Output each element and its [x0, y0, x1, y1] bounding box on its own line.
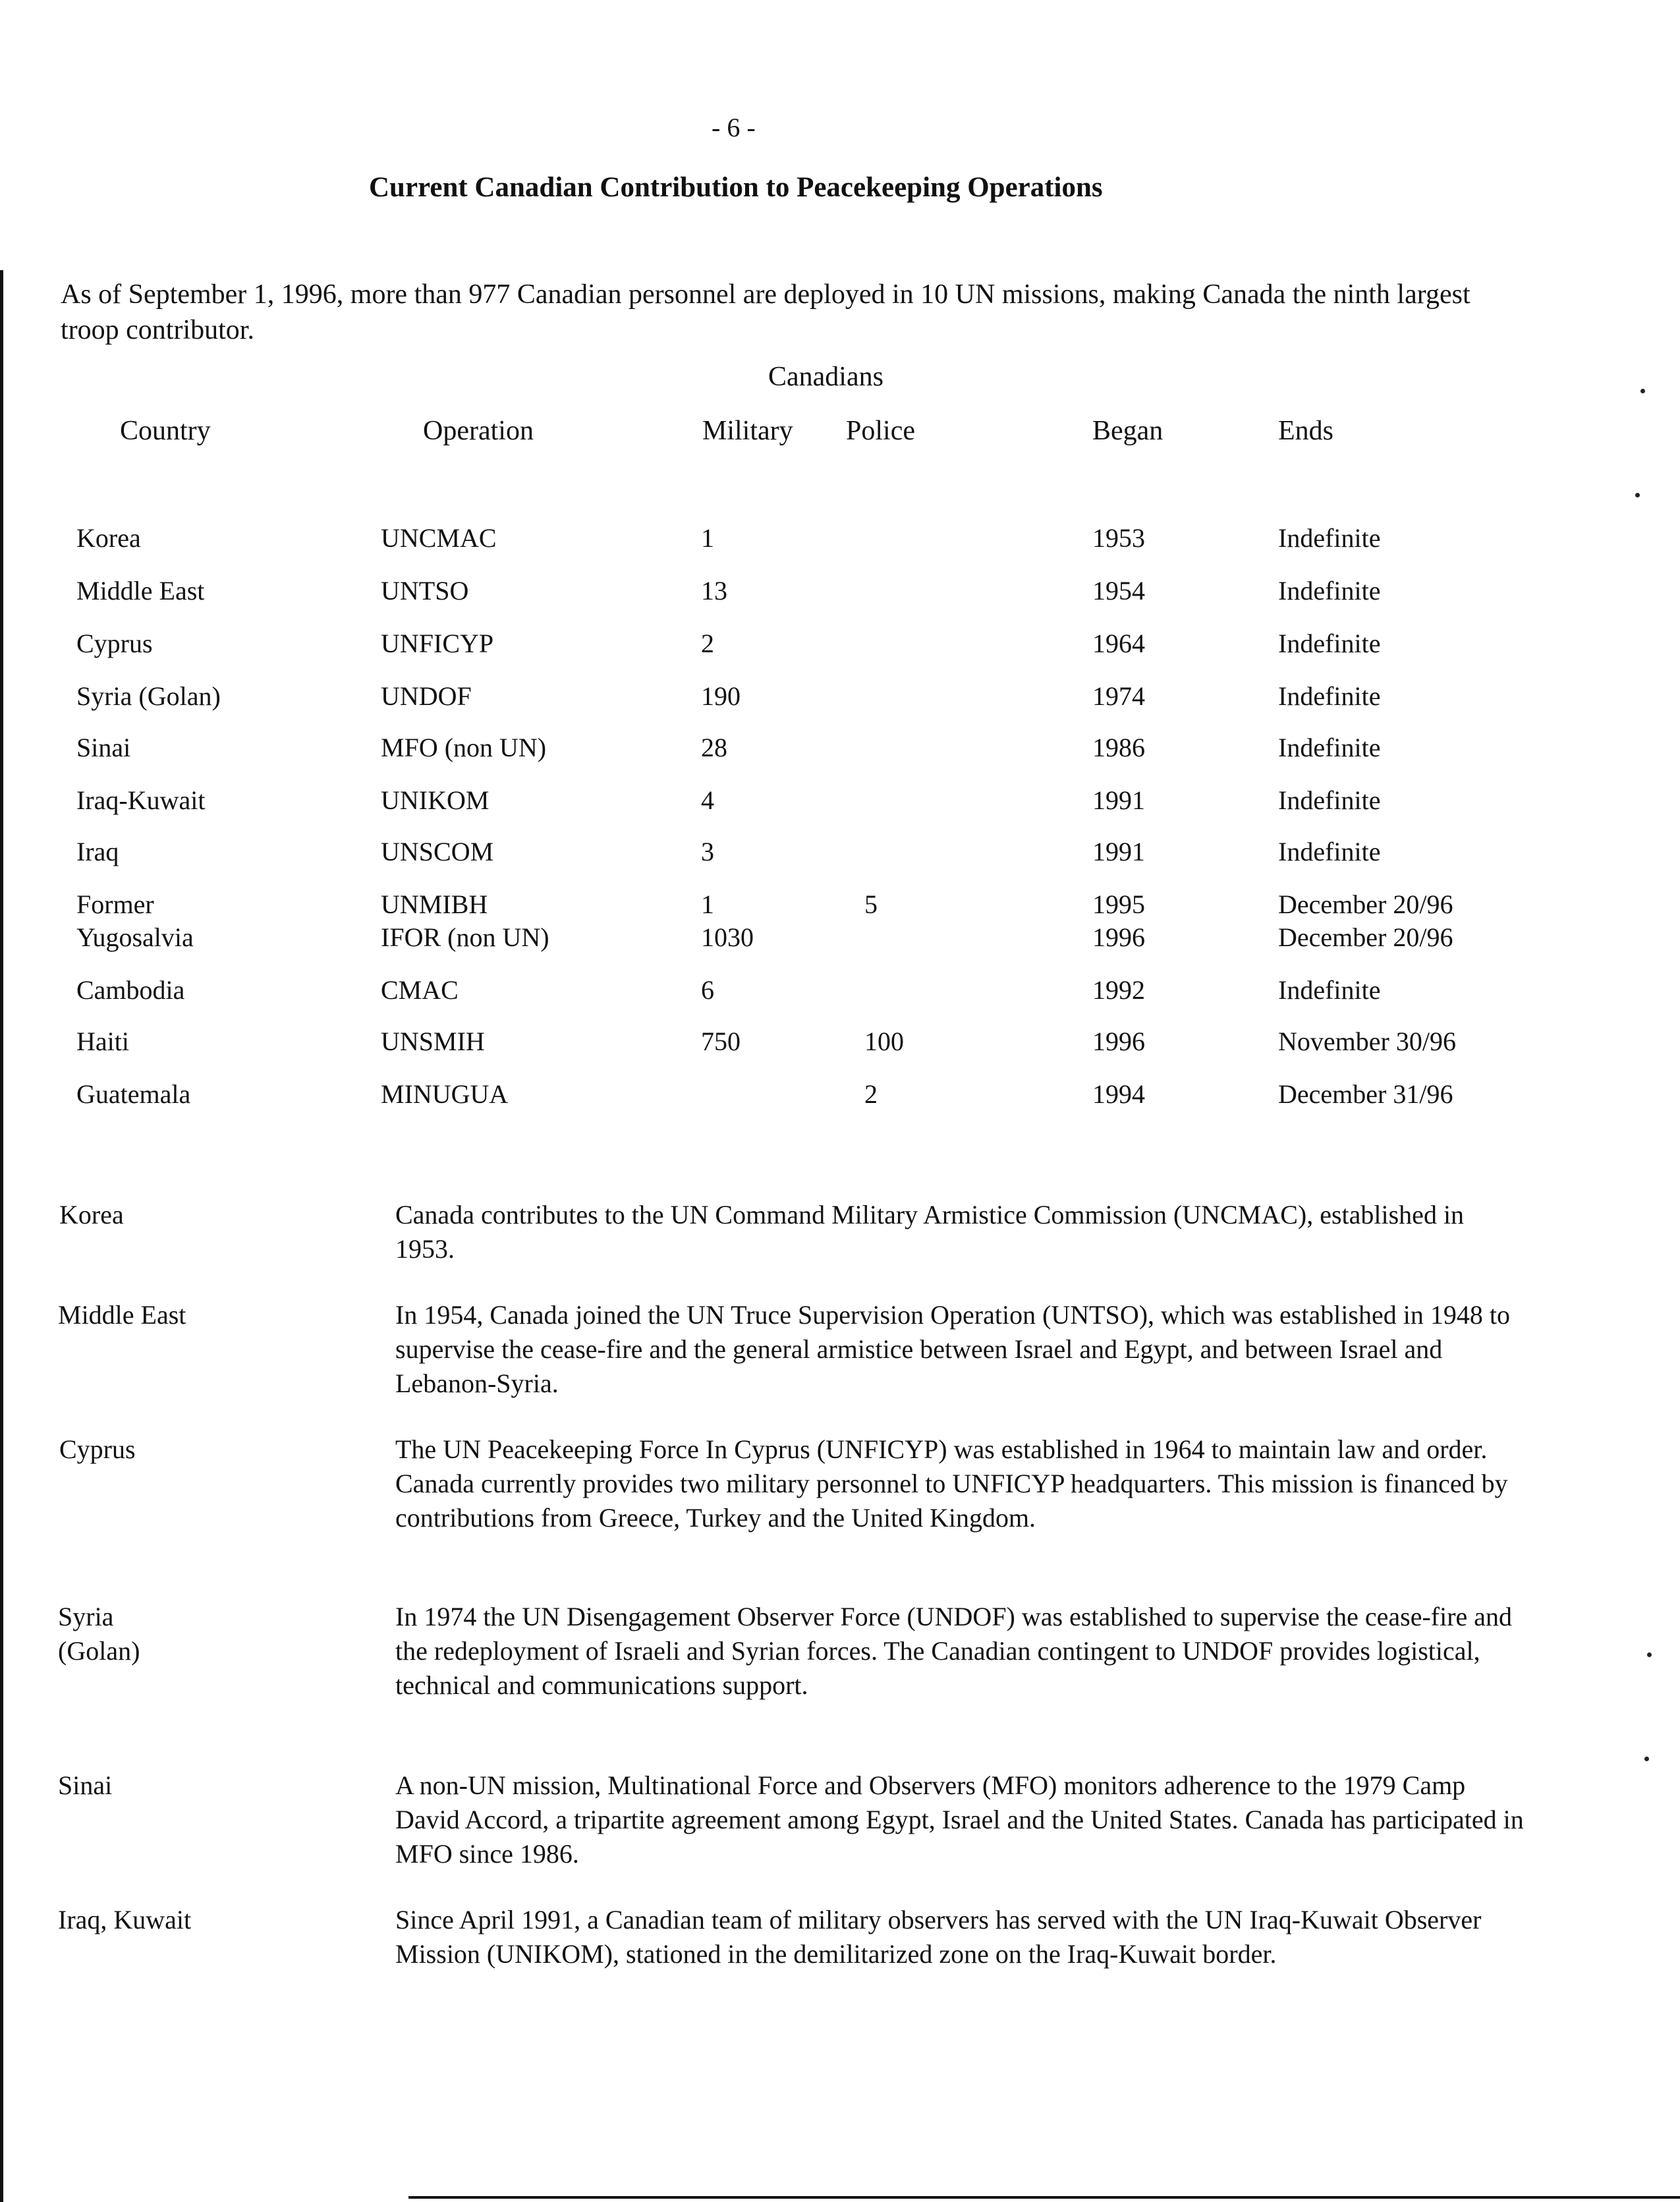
cell-operation: UNDOF [381, 681, 472, 711]
cell-military: 1 [701, 889, 714, 919]
scan-speck [1635, 493, 1640, 497]
cell-country: Yugosalvia [76, 922, 194, 952]
cell-operation: UNFICYP [381, 629, 494, 658]
cell-military: 6 [701, 975, 714, 1005]
cell-began: 1986 [1092, 733, 1145, 762]
description-text: Canada contributes to the UN Command Military Armistice Commission (UNCMAC), established in 1953. [395, 1200, 1465, 1264]
cell-began: 1996 [1092, 922, 1145, 952]
column-header-ends: Ends [1278, 416, 1333, 446]
cell-began: 1996 [1092, 1027, 1145, 1056]
cell-ends: November 30/96 [1278, 1027, 1456, 1056]
cell-military: 4 [701, 785, 714, 815]
cell-ends: Indefinite [1278, 681, 1381, 711]
cell-operation: UNSMIH [381, 1027, 485, 1056]
cell-operation: UNCMAC [381, 523, 497, 553]
scan-speck [1640, 389, 1645, 393]
cell-began: 1992 [1092, 975, 1145, 1005]
description-country: Korea [59, 1200, 124, 1229]
cell-operation: UNSCOM [381, 837, 494, 866]
cell-military: 3 [701, 837, 714, 866]
cell-ends: Indefinite [1278, 975, 1381, 1005]
column-header-began: Began [1092, 416, 1163, 446]
cell-operation: UNMIBH [381, 889, 488, 919]
cell-operation: UNIKOM [381, 785, 490, 815]
cell-military: 28 [701, 733, 727, 762]
cell-country: Haiti [76, 1027, 129, 1056]
cell-began: 1964 [1092, 629, 1145, 658]
cell-operation: IFOR (non UN) [381, 922, 549, 952]
bottom-rule [408, 2196, 1680, 2199]
cell-country: Korea [76, 523, 141, 553]
column-header-country: Country [120, 416, 211, 446]
cell-military: 1 [701, 523, 714, 553]
cell-military: 2 [701, 629, 714, 658]
scan-speck [1644, 1757, 1649, 1761]
cell-ends: Indefinite [1278, 523, 1381, 553]
column-header-military: Military [702, 416, 793, 446]
cell-country: Syria (Golan) [76, 681, 221, 711]
scan-speck [1647, 1652, 1652, 1657]
cell-country: Iraq [76, 837, 119, 866]
cell-military: 13 [701, 576, 727, 606]
page-number: - 6 - [712, 113, 756, 142]
description-text: Since April 1991, a Canadian team of military observers has served with the UN Iraq-Kuwait Observer Mission (UNIKOM), stationed in the demilitarized zone on the Iraq-Kuwait border. [395, 1905, 1482, 1969]
cell-operation: CMAC [381, 975, 459, 1005]
cell-country: Sinai [76, 733, 131, 762]
cell-began: 1995 [1092, 889, 1145, 919]
cell-military: 190 [701, 681, 741, 711]
cell-ends: December 20/96 [1278, 889, 1453, 919]
cell-country: Guatemala [76, 1079, 191, 1109]
cell-country: Cyprus [76, 629, 153, 658]
cell-military: 1030 [701, 922, 754, 952]
intro-paragraph: As of September 1, 1996, more than 977 Canadian personnel are deployed in 10 UN missions, making Canada the ninth largest troop contributor. [61, 279, 1470, 345]
cell-began: 1974 [1092, 681, 1145, 711]
cell-ends: Indefinite [1278, 837, 1381, 866]
cell-police: 5 [864, 889, 878, 919]
cell-ends: Indefinite [1278, 629, 1381, 658]
document-title: Current Canadian Contribution to Peacekeeping Operations [369, 172, 1103, 203]
cell-ends: December 31/96 [1278, 1079, 1453, 1109]
description-country: Syria (Golan) [58, 1602, 140, 1666]
cell-ends: Indefinite [1278, 785, 1381, 815]
cell-police: 100 [864, 1027, 904, 1056]
left-margin-rule [0, 270, 3, 2202]
cell-began: 1991 [1092, 785, 1145, 815]
cell-ends: December 20/96 [1278, 922, 1453, 952]
column-header-police: Police [846, 416, 915, 446]
cell-operation: MINUGUA [381, 1079, 509, 1109]
cell-ends: Indefinite [1278, 733, 1381, 762]
cell-began: 1954 [1092, 576, 1145, 606]
cell-began: 1994 [1092, 1079, 1145, 1109]
cell-police: 2 [864, 1079, 878, 1109]
cell-country: Cambodia [76, 975, 185, 1005]
cell-operation: MFO (non UN) [381, 733, 547, 762]
description-country: Sinai [58, 1770, 113, 1800]
cell-country: Iraq-Kuwait [76, 785, 206, 815]
cell-country: Middle East [76, 576, 205, 606]
column-header-operation: Operation [423, 416, 534, 446]
cell-country: Former [76, 889, 154, 919]
description-text: In 1974 the UN Disengagement Observer Force (UNDOF) was established to supervise the cease-fire and the redeployment of Israeli and Syrian forces. The Canadian contingent to UNDOF provides logistical, technical and communications support. [395, 1602, 1513, 1700]
cell-military: 750 [701, 1027, 741, 1056]
description-text: The UN Peacekeeping Force In Cyprus (UNFICYP) was established in 1964 to maintain law and order. Canada currently provides two military personnel to UNFICYP headquarters. This mission is financed by contributions from Greece, Turkey and the United Kingdom. [395, 1434, 1508, 1533]
description-country: Cyprus [59, 1434, 136, 1464]
cell-ends: Indefinite [1278, 576, 1381, 606]
description-text: In 1954, Canada joined the UN Truce Supervision Operation (UNTSO), which was established in 1948 to supervise the cease-fire and the general armistice between Israel and Egypt, and between Israel and Lebanon-Syria. [395, 1300, 1510, 1398]
cell-operation: UNTSO [381, 576, 469, 606]
cell-began: 1991 [1092, 837, 1145, 866]
canadians-group-header: Canadians [768, 362, 883, 392]
description-text: A non-UN mission, Multinational Force and Observers (MFO) monitors adherence to the 1979 Camp David Accord, a tripartite agreement among Egypt, Israel and the United States. Canada has participated in MFO since 1986. [395, 1770, 1524, 1869]
description-country: Middle East [58, 1300, 186, 1330]
cell-began: 1953 [1092, 523, 1145, 553]
description-country: Iraq, Kuwait [58, 1905, 192, 1934]
